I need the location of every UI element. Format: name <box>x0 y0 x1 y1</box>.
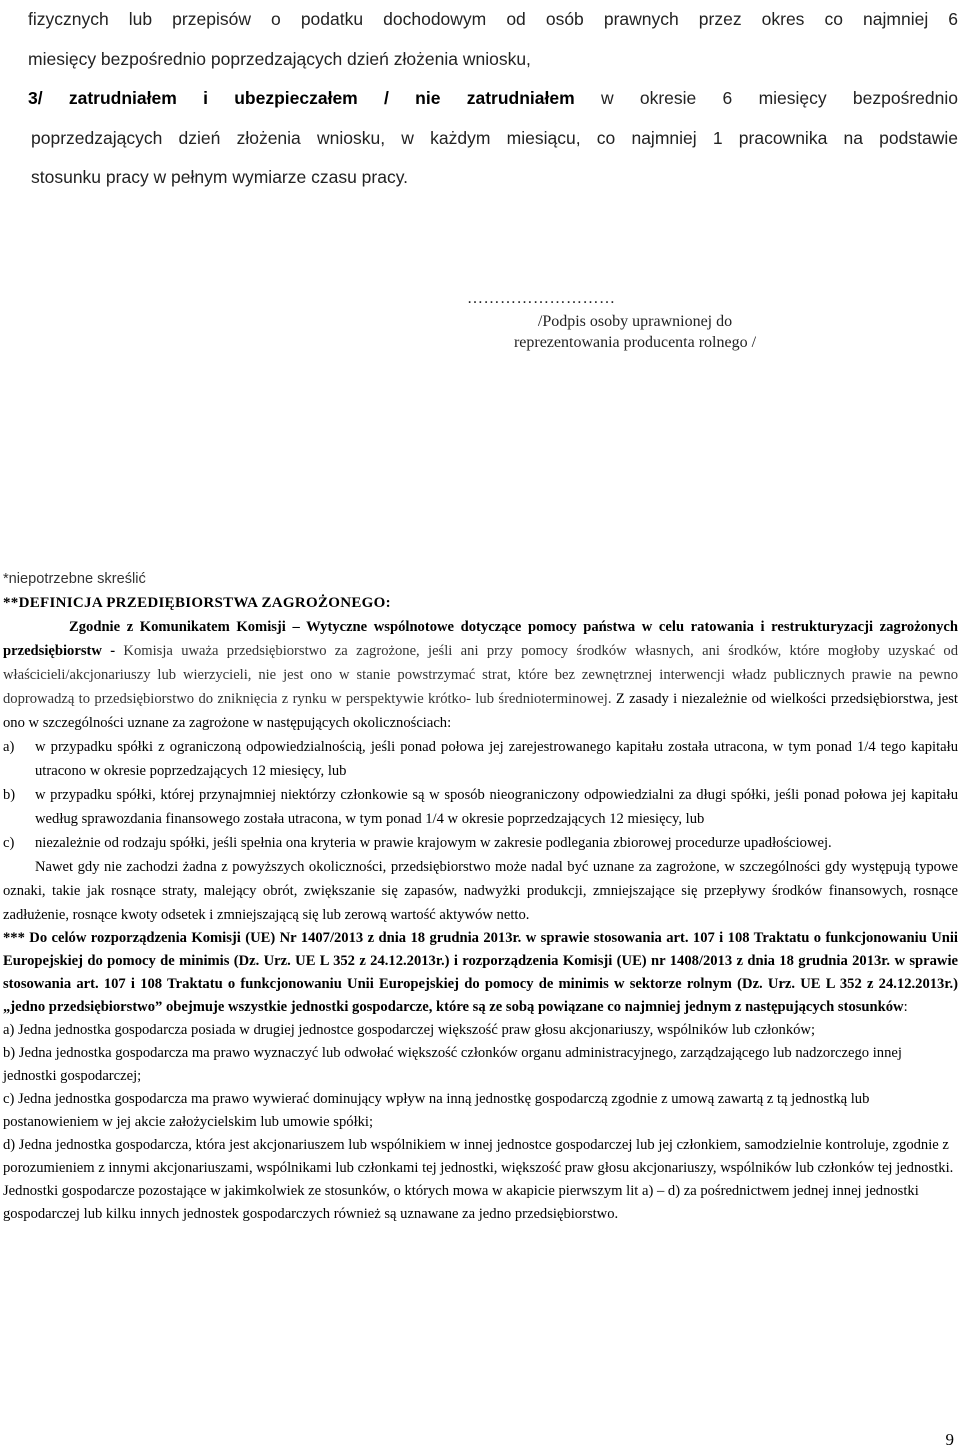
list-item <box>3 735 958 783</box>
closing-paragraph: Jednostki gospodarcze pozostające w jakimkolwiek ze stosunków, o których mowa w akapicie pierwszym lit a) – d) za pośrednictwem jednej innej jednostki gospodarczej lub kilku innych jednostek gospodarczych również są uznawane za jedno przedsiębiorstwo. <box>3 1183 919 1222</box>
relation-item: d) Jedna jednostka gospodarcza, która jest akcjonariuszem lub wspólnikiem w innej jednostce gospodarczej lub jej członkiem, samodzielnie kontroluje, zgodnie z porozumieniem z innymi akcjonariuszami, wspólnikami lub członkami tej jednostki, większość praw głosu akcjonariuszy, wspólników lub członków tej jednostki. <box>3 1137 954 1176</box>
list-item <box>3 831 958 855</box>
definition-heading: **DEFINICJA PRZEDIĘBIORSTWA ZAGROŻONEGO: <box>3 595 391 611</box>
signature-label-line1: /Podpis osoby uprawnionej do <box>537 313 733 330</box>
list-item-text: w przypadku spółki, której przynajmniej niektórzy członkowie są w sposób nieograniczony odpowiedzialni za długi spółki, jeśli ponad połowa jej kapitału według sprawozdania finansowego została utracona, w tym ponad 1/4 w okresie poprzedzających 12 miesięcy, lub <box>35 787 958 827</box>
footnote-niepotrzebne: *niepotrzebne skreślić <box>3 571 146 587</box>
declaration-line: fizycznych lub przepisów o podatku dochodowym od osób prawnych przez okres co najmniej 6 <box>28 9 958 29</box>
rozporzadzenie-colon: : <box>903 999 908 1015</box>
signature-block <box>467 288 800 353</box>
list-item-label: a) <box>3 739 15 755</box>
relation-item: b) Jedna jednostka gospodarcza ma prawo wyznaczyć lub odwołać większość członków organu administracyjnego, zarządzającego lub nadzorczego innej jednostki gospodarczej; <box>3 1045 902 1084</box>
definition-text: Komisja uważa przedsiębiorstwo za zagrożone, jeśli ani przy pomocy środków własnych, ani środków, które mogłoby uzyskać od właścicieli/akcjonariuszy lub wierzycieli, nie jest ono w stanie powstrzymać strat, które bez zewnętrznej interwencji władz publicznych prawie na pewno doprowadzą to przedsiębiorstwo do zniknięcia z rynku w perspektywie krótko- lub średnioterminowej. <box>3 643 958 707</box>
footnotes <box>3 567 958 1226</box>
declaration-item-3 <box>28 79 958 119</box>
declaration-item-3-bold: 3/ zatrudniałem i ubezpieczałem / nie zatrudniałem <box>28 88 575 108</box>
declaration-line: poprzedzających dzień złożenia wniosku, w każdym miesiącu, co najmniej 1 pracownika na podstawie <box>31 127 958 148</box>
page-number: 9 <box>945 1430 954 1449</box>
list-item-label: b) <box>3 787 16 803</box>
list-item-text: w przypadku spółki z ograniczoną odpowiedzialnością, jeśli ponad połowa jej zarejestrowanego kapitału została utracona, w tym ponad 1/4 tego kapitału utracono w okresie poprzedzających 12 miesięcy, lub <box>35 739 958 779</box>
list-item <box>3 783 958 831</box>
declaration-line: miesięcy bezpośrednio poprzedzających dzień złożenia wniosku, <box>28 48 531 69</box>
declaration-line: stosunku pracy w pełnym wymiarze czasu pracy. <box>31 167 409 187</box>
relation-item: a) Jedna jednostka gospodarcza posiada w drugiej jednostce gospodarczej większość praw głosu akcjonariuszy, wspólników lub członków; <box>3 1022 816 1038</box>
nawet-paragraph: Nawet gdy nie zachodzi żadna z powyższych okoliczności, przedsiębiorstwo może nadal być uznane za zagrożone, w szczególności gdy występują typowe oznaki, takie jak rosnące straty, malejący obrót, zwiększanie się zapasów, nadwyżki produkcji, zmniejszające się przepływy środków finansowych, rosnące zadłużenie, rosnące kwoty odsetek i zmniejszającą się lub zerową wartość aktywów netto. <box>3 859 958 923</box>
relation-item: c) Jedna jednostka gospodarcza ma prawo wywierać dominujący wpływ na inną jednostkę gospodarczą zgodnie z umową zawartą z tą jednostką lub postanowieniem w jej akcie założycielskim lub umowie spółki; <box>3 1091 870 1130</box>
definition-text-2: Z zasady i niezależnie od wielkości przedsiębiorstwa, jest ono w szczególności uznane za zagrożone w następujących okolicznościach: <box>3 691 958 731</box>
list-item-text: niezależnie od rodzaju spółki, jeśli spełnia ona kryteria w prawie krajowym w zakresie podlegania zbiorowej procedurze upadłościowej. <box>35 835 832 851</box>
rozporzadzenie-bold: *** Do celów rozporządzenia Komisji (UE) Nr 1407/2013 z dnia 18 grudnia 2013r. w sprawie stosowania art. 107 i 108 Traktatu o funkcjonowaniu Unii Europejskiej do pomocy de minimis (Dz. Urz. UE L 352 z 24.12.2013r.) i rozporządzenia Komisji (UE) nr 1408/2013 z dnia 18 grudnia 2013r. w sprawie stosowania art. 107 i 108 Traktatu o funkcjonowaniu Unii Europejskiej do pomocy de minimis w sektorze rolnym (Dz. Urz. UE L 352 z 24.12.2013r.) „jedno przedsiębiorstwo” obejmuje wszystkie jednostki gospodarcze, które są ze sobą powiązane co najmniej jednym z następujących stosunków <box>3 930 958 1015</box>
declaration-item-3-rest: w okresie 6 miesięcy bezpośrednio <box>600 88 958 108</box>
rozporzadzenie-paragraph <box>3 927 958 1019</box>
signature-dots: ……………………… <box>467 290 616 307</box>
list-item-label: c) <box>3 835 15 851</box>
definition-paragraph <box>3 615 958 735</box>
signature-label-line2: reprezentowania producenta rolnego / <box>513 334 757 351</box>
definition-bold: Zgodnie z Komunikatem Komisji – Wytyczne wspólnotowe dotyczące pomocy państwa w celu ratowania i restrukturyzacji zagrożonych przedsiębiorstw - <box>3 619 958 659</box>
declaration-text <box>28 0 958 198</box>
